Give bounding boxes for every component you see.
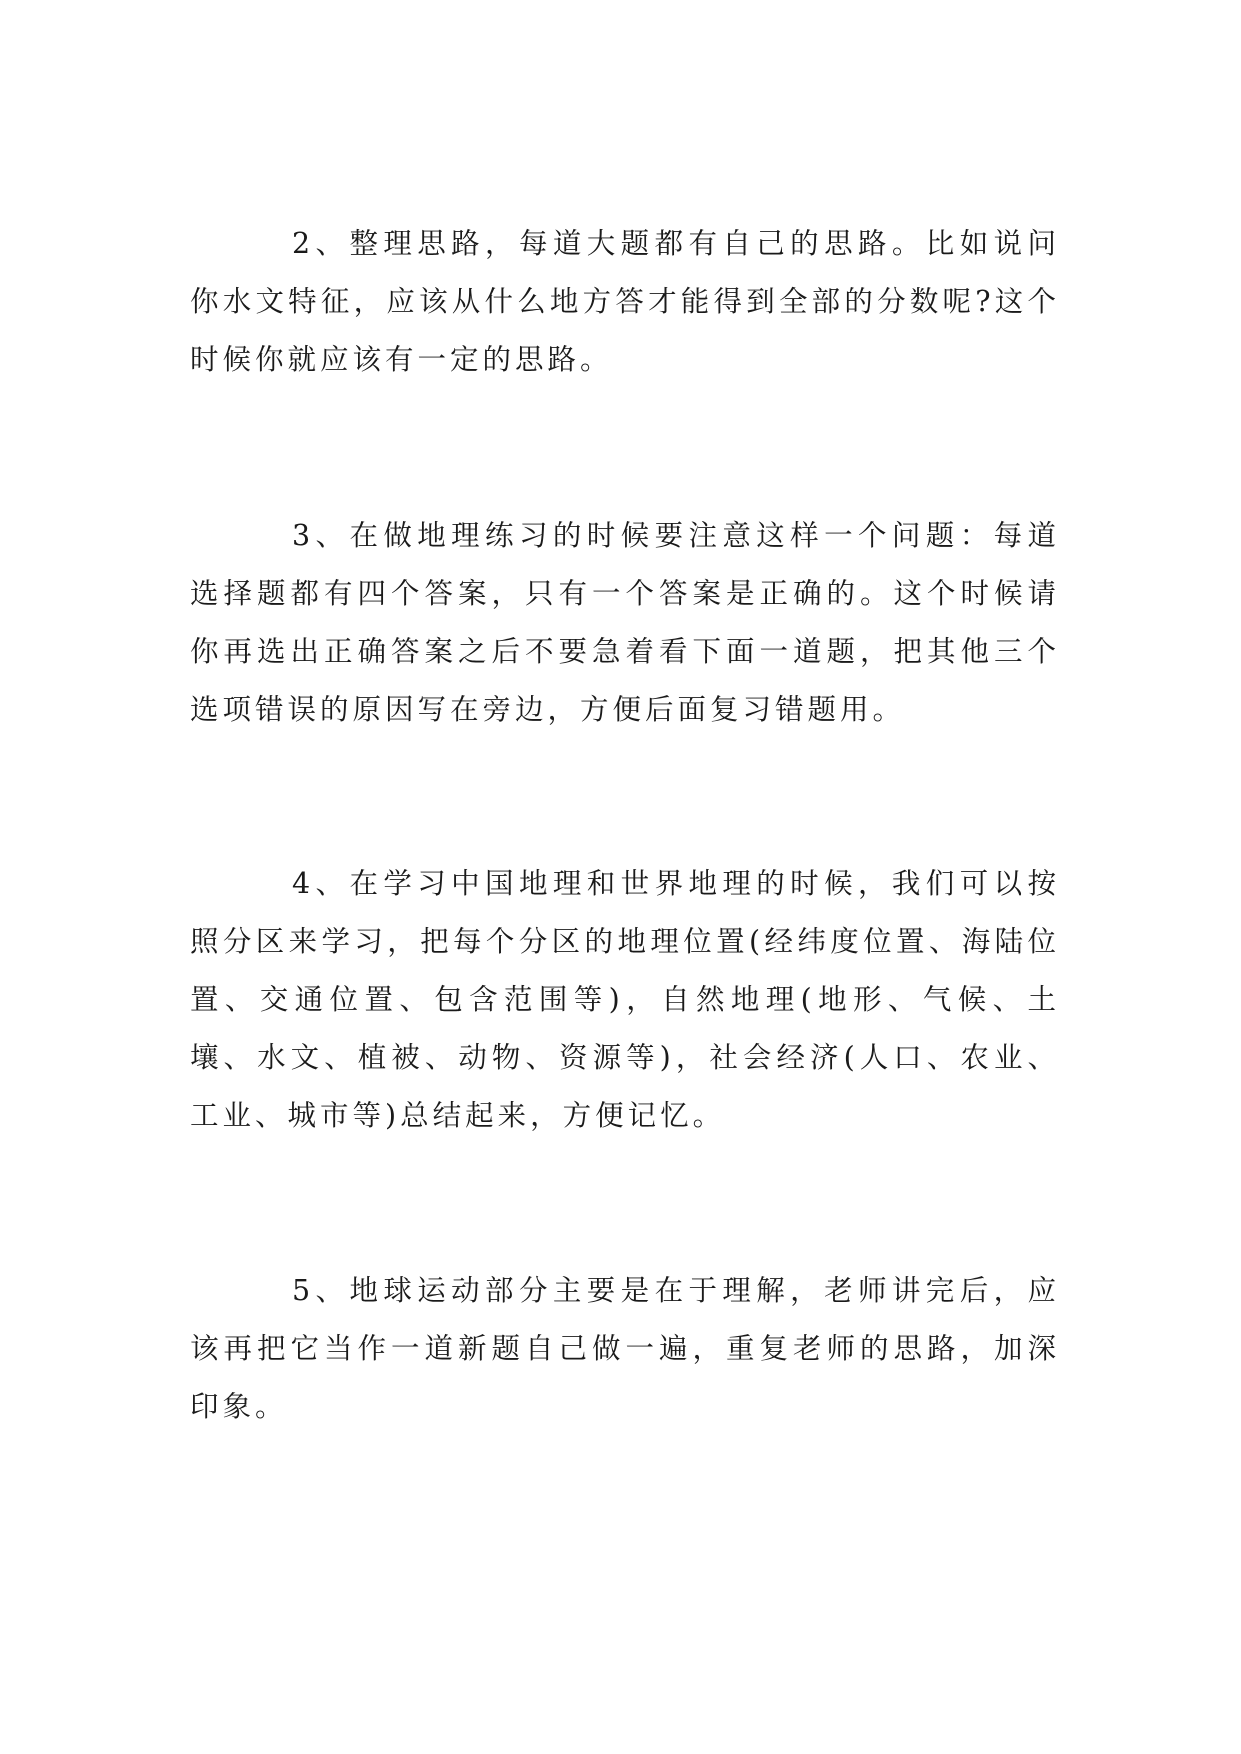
paragraph-tip-3: 3、在做地理练习的时候要注意这样一个问题：每道选择题都有四个答案，只有一个答案是正确的。这个时候请你再选出正确答案之后不要急着看下面一道题，把其他三个选项错误的原因写在旁边，方便后面复习错题用。 <box>190 519 1060 726</box>
paragraph-tip-5: 5、地球运动部分主要是在于理解，老师讲完后，应该再把它当作一道新题自己做一遍，重复老师的思路，加深印象。 <box>190 1274 1060 1423</box>
paragraph-tip-2: 2、整理思路，每道大题都有自己的思路。比如说问你水文特征，应该从什么地方答才能得到全部的分数呢?这个时候你就应该有一定的思路。 <box>190 227 1060 376</box>
paragraph-tip-4: 4、在学习中国地理和世界地理的时候，我们可以按照分区来学习，把每个分区的地理位置(经纬度位置、海陆位置、交通位置、包含范围等)，自然地理(地形、气候、土壤、水文、植被、动物、资源等)，社会经济(人口、农业、工业、城市等)总结起来，方便记忆。 <box>190 867 1060 1132</box>
